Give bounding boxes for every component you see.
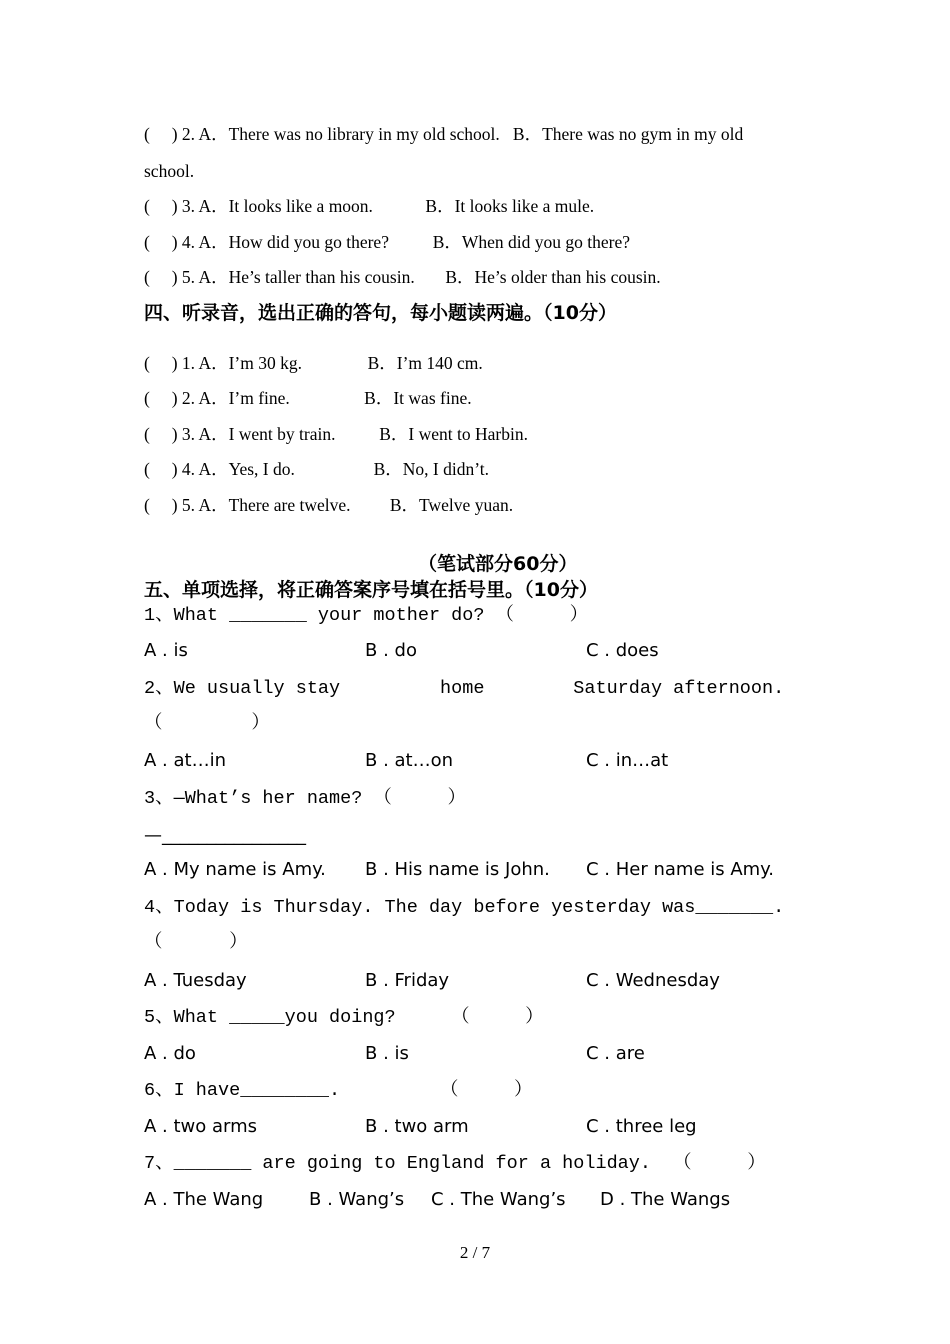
question-6-option-a: A . two arms (144, 1116, 258, 1137)
question-3-answer-line: —________________ (144, 825, 306, 846)
question-3-option-b: B . His name is John. (365, 859, 550, 880)
section-4-item-1: ( ) 1. A．I’m 30 kg. B．I’m 140 cm. (144, 353, 483, 373)
section-5-heading: 五、单项选择，将正确答案序号填在括号里。（10分） (144, 579, 598, 601)
question-2-option-a: A . at…in (144, 750, 226, 771)
question-7-option-b: B . Wang’s (309, 1189, 405, 1210)
question-7-stem: 7、_______ are going to England for a holiday. （ ） (144, 1153, 766, 1174)
question-2-stem: 2、We usually stay home Saturday afternoon. (144, 678, 785, 699)
question-1-option-c: C . does (586, 640, 659, 661)
question-7-option-a: A . The Wang (144, 1189, 264, 1210)
section-4-heading: 四、听录音，选出正确的答句，每小题读两遍。（10分） (144, 302, 617, 324)
question-3-option-a: A . My name is Amy. (144, 859, 326, 880)
question-4-option-b: B . Friday (365, 970, 450, 991)
listening-item-2-continuation: school. (144, 161, 195, 181)
question-4-option-a: A . Tuesday (144, 970, 247, 991)
question-1-option-a: A . is (144, 640, 188, 661)
question-3-stem: 3、—What’s her name? （ ） (144, 788, 466, 809)
listening-item-5: ( ) 5. A．He’s taller than his cousin. B．He’s older than his cousin. (144, 267, 661, 287)
question-2-option-b: B . at…on (365, 750, 454, 771)
page-number: 2 / 7 (459, 1243, 491, 1262)
listening-item-3: ( ) 3. A．It looks like a moon. B．It looks like a mule. (144, 196, 595, 216)
question-6-stem: 6、I have________. （ ） (144, 1080, 533, 1101)
question-6-option-c: C . three leg (586, 1116, 697, 1137)
question-3-option-c: C . Her name is Amy. (586, 859, 774, 880)
question-5-option-c: C . are (586, 1043, 645, 1064)
listening-item-4: ( ) 4. A．How did you go there? B．When did you go there? (144, 232, 631, 252)
section-4-item-4: ( ) 4. A．Yes, I do. B．No, I didn’t. (144, 459, 489, 479)
question-1-option-b: B . do (365, 640, 417, 661)
question-7-option-c: C . The Wang’s (431, 1189, 566, 1210)
question-5-option-b: B . is (365, 1043, 409, 1064)
question-2-stem-continuation: （ ） (144, 713, 270, 734)
question-5-stem: 5、What _____you doing? （ ） (144, 1007, 544, 1028)
section-4-item-5: ( ) 5. A．There are twelve. B．Twelve yuan. (144, 495, 514, 515)
listening-item-2: ( ) 2. A．There was no library in my old school. B．There was no gym in my old (144, 124, 744, 144)
section-4-item-3: ( ) 3. A．I went by train. B．I went to Harbin. (144, 424, 528, 444)
question-6-option-b: B . two arm (365, 1116, 469, 1137)
question-7-option-d: D . The Wangs (600, 1189, 731, 1210)
question-5-option-a: A . do (144, 1043, 196, 1064)
question-2-option-c: C . in…at (586, 750, 669, 771)
written-part-title: （笔试部分60分） (418, 553, 578, 575)
section-4-item-2: ( ) 2. A．I’m fine. B．It was fine. (144, 388, 472, 408)
question-4-stem: 4、Today is Thursday. The day before yesterday was_______. (144, 897, 785, 918)
question-1-stem: 1、What _______ your mother do? （ ） (144, 605, 589, 626)
question-4-option-c: C . Wednesday (586, 970, 720, 991)
question-4-stem-continuation: （ ） (144, 932, 248, 953)
